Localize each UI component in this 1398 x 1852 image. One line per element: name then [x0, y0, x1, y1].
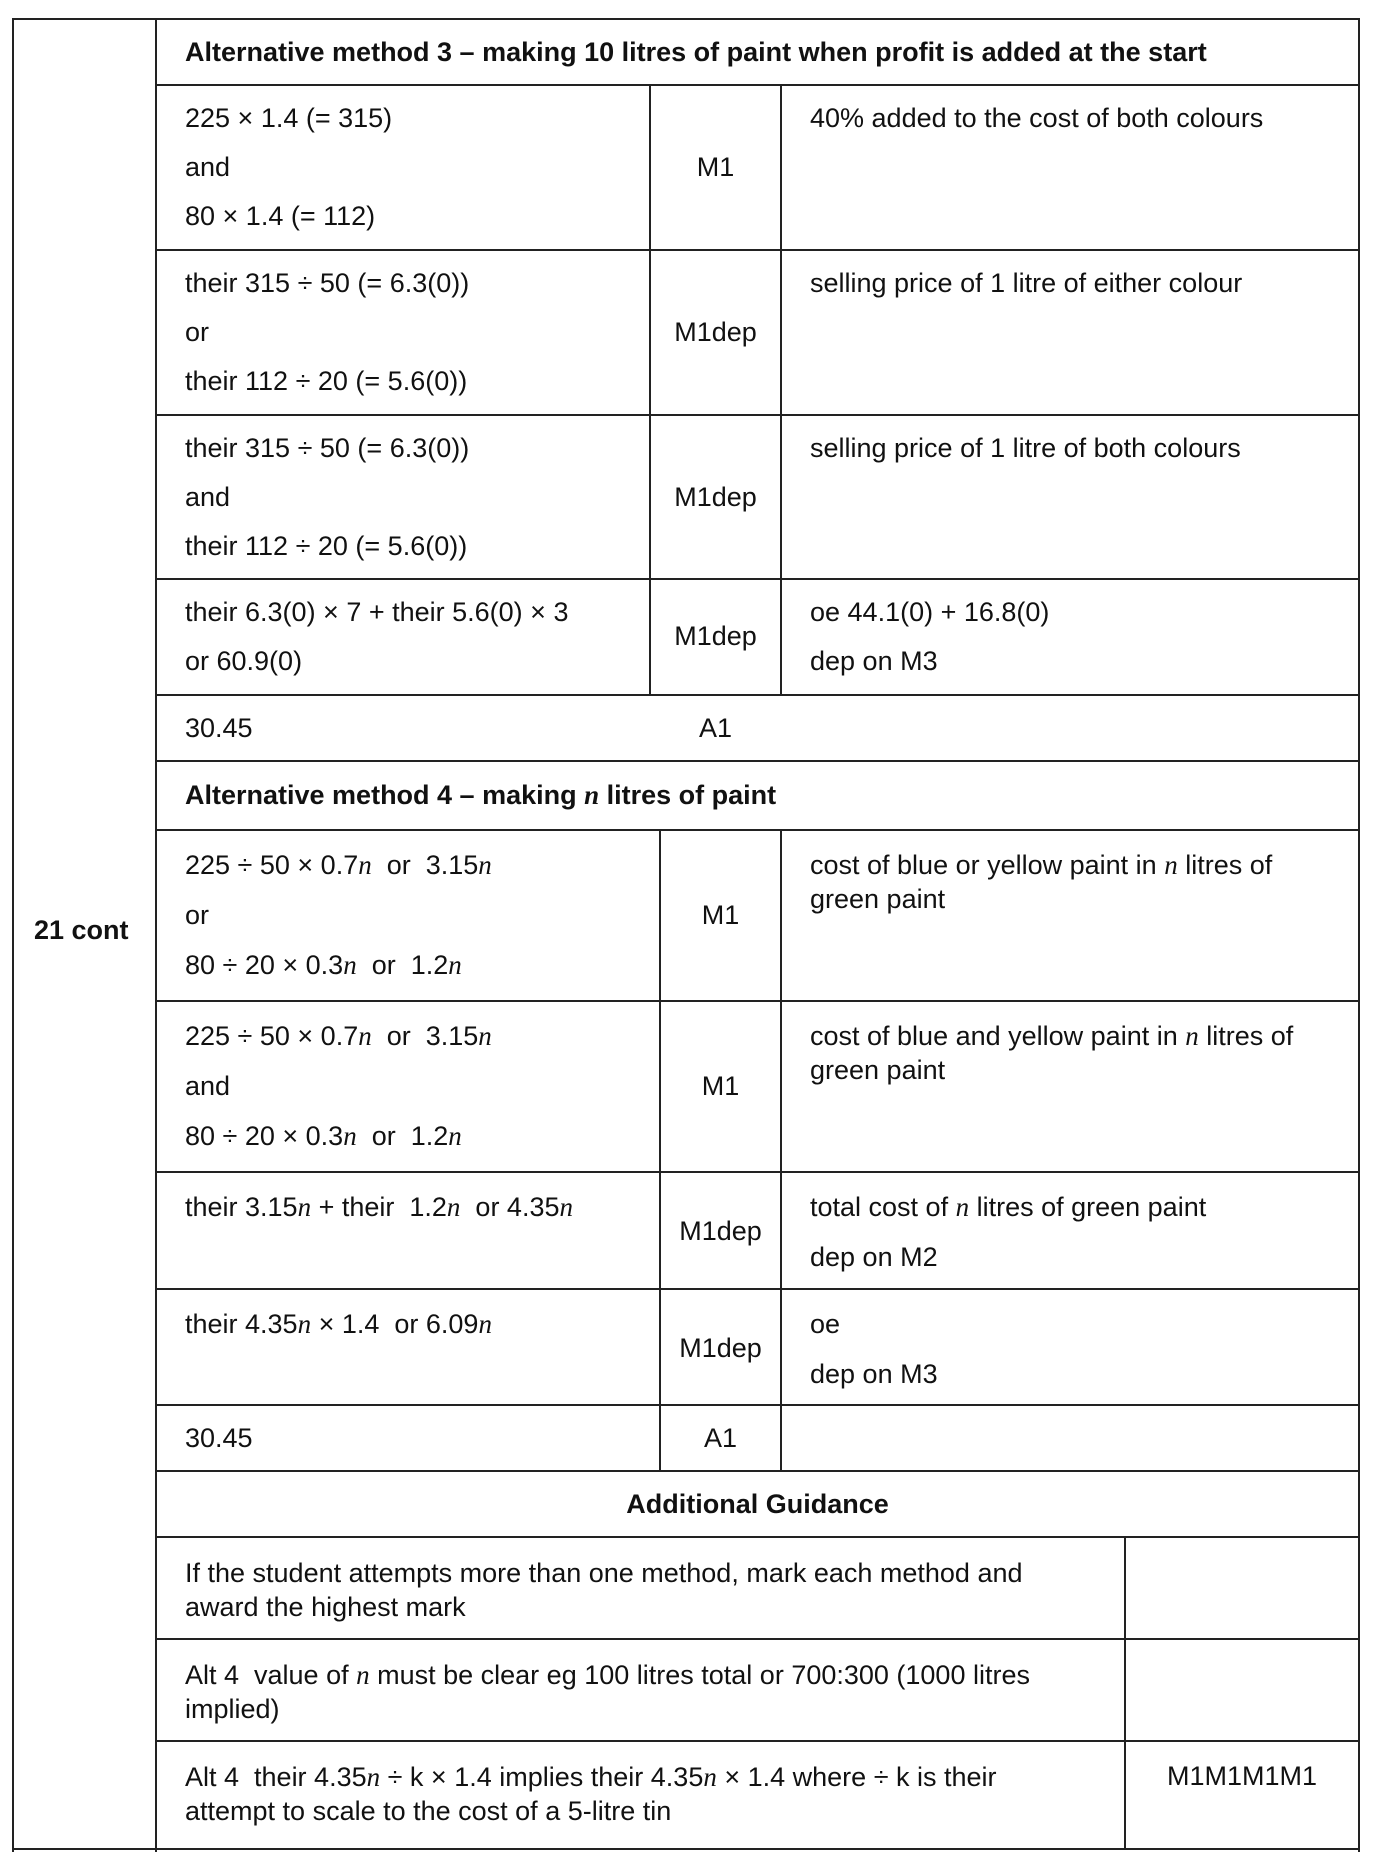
working-line: their 4.35n × 1.4 or 6.09n: [185, 1309, 492, 1339]
mark-code: A1: [703, 1423, 738, 1453]
mark-code: M1dep: [674, 482, 757, 512]
working-line: their 112 ÷ 20 (= 5.6(0)): [185, 531, 468, 561]
answer-value: 30.45: [185, 713, 253, 743]
working-line: their 315 ÷ 50 (= 6.3(0)): [185, 268, 470, 298]
guidance-heading: Additional Guidance: [626, 1489, 889, 1519]
guidance-mark: M1M1M1M1: [1166, 1761, 1318, 1791]
working-line: their 3.15n + their 1.2n or 4.35n: [185, 1192, 573, 1222]
comment-line: dep on M2: [810, 1242, 938, 1272]
comment-text: cost of blue and yellow paint in n litres of green paint: [810, 1021, 1294, 1085]
mark-code: M1: [701, 900, 740, 930]
working-line: 225 × 1.4 (= 315): [185, 103, 393, 133]
alt4-heading: Alternative method 4 – making n litres of paint: [185, 780, 777, 810]
mark-code: M1dep: [679, 1333, 762, 1363]
working-line: their 315 ÷ 50 (= 6.3(0)): [185, 433, 470, 463]
mark-code: M1dep: [674, 317, 757, 347]
comment-text: cost of blue or yellow paint in n litres of green paint: [810, 850, 1273, 914]
guidance-text: Alt 4 value of n must be clear eg 100 litres total or 700:300 (1000 litres implied): [185, 1660, 1030, 1724]
comment-line: selling price of 1 litre of either colour: [810, 268, 1243, 298]
question-number: 21 cont: [34, 915, 129, 945]
comment-line: selling price of 1 litre of both colours: [810, 433, 1241, 463]
working-line: their 6.3(0) × 7 + their 5.6(0) × 3: [185, 597, 569, 627]
guidance-text: Alt 4 their 4.35n ÷ k × 1.4 implies their 4.35n × 1.4 where ÷ k is their attempt to scale to the cost of a 5-litre tin: [185, 1762, 997, 1826]
working-line: and: [185, 482, 231, 512]
working-line: or: [185, 317, 210, 347]
working-line: 80 × 1.4 (= 112): [185, 201, 376, 231]
comment-line: 40% added to the cost of both colours: [810, 103, 1264, 133]
comment-line: dep on M3: [810, 646, 938, 676]
mark-code: M1: [701, 1071, 740, 1101]
working-line: and: [185, 1071, 231, 1101]
mark-code: M1: [696, 152, 735, 182]
comment-line: total cost of n litres of green paint: [810, 1192, 1207, 1222]
working-line: or: [185, 900, 210, 930]
working-line: 225 ÷ 50 × 0.7n or 3.15n: [185, 850, 492, 880]
working-line: 80 ÷ 20 × 0.3n or 1.2n: [185, 1121, 462, 1151]
comment-line: oe: [810, 1309, 841, 1339]
alt3-heading: Alternative method 3 – making 10 litres of paint when profit is added at the start: [185, 37, 1207, 67]
mark-code: M1dep: [674, 621, 757, 651]
mark-code: A1: [698, 713, 733, 743]
mark-code: M1dep: [679, 1216, 762, 1246]
answer-value: 30.45: [185, 1423, 253, 1453]
working-line: their 112 ÷ 20 (= 5.6(0)): [185, 366, 468, 396]
working-line: 80 ÷ 20 × 0.3n or 1.2n: [185, 950, 462, 980]
guidance-text: If the student attempts more than one method, mark each method and award the highest mark: [185, 1558, 1023, 1622]
working-line: and: [185, 152, 231, 182]
comment-line: dep on M3: [810, 1359, 938, 1389]
working-line: or 60.9(0): [185, 646, 303, 676]
comment-line: oe 44.1(0) + 16.8(0): [810, 597, 1050, 627]
working-line: 225 ÷ 50 × 0.7n or 3.15n: [185, 1021, 492, 1051]
